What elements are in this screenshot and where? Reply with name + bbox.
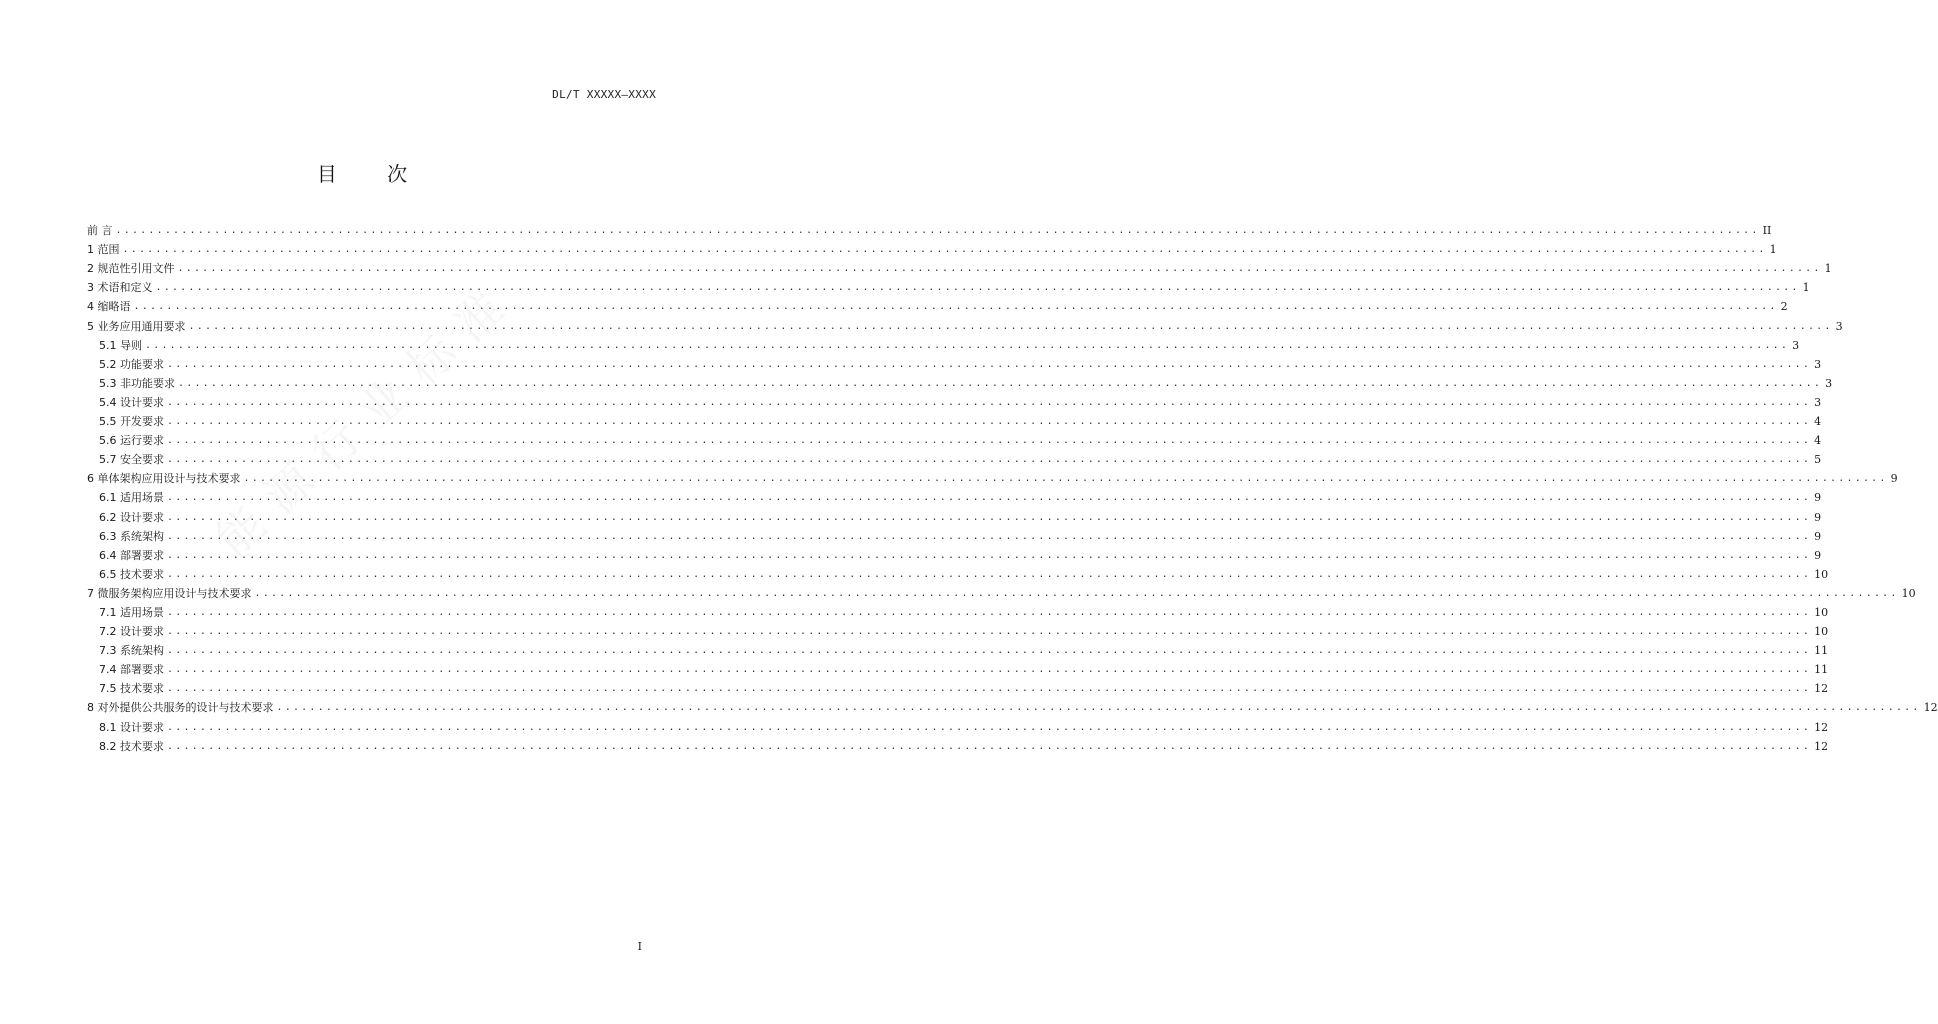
document-code: DL/T XXXXX—XXXX: [552, 88, 656, 101]
toc-entry-label: 5.5 开发要求: [99, 415, 164, 429]
toc-entry[interactable]: [87, 735, 1829, 754]
toc-dot-leader: ........................................................................................................................................................................................................: [276, 702, 1921, 714]
toc-entry-label: 6.3 系统架构: [99, 529, 164, 543]
toc-entry-label: 7.4 部署要求: [99, 663, 164, 677]
toc-entry-page: 2: [1780, 300, 1788, 314]
toc-entry[interactable]: [87, 601, 1829, 620]
toc-entry-page: 3: [1825, 376, 1833, 390]
toc-entry-label: 5.6 运行要求: [99, 434, 164, 448]
toc-entry[interactable]: [87, 715, 1829, 734]
toc-entry-page: 12: [1814, 682, 1829, 696]
toc-dot-leader: ........................................................................................................................................................................................................: [167, 606, 1812, 618]
toc-entry-label: 7.5 技术要求: [99, 682, 164, 696]
toc-entry[interactable]: [87, 620, 1829, 639]
toc-entry[interactable]: [87, 582, 1916, 601]
toc-entry-page: 12: [1923, 701, 1938, 715]
toc-dot-leader: ........................................................................................................................................................................................................: [167, 396, 1812, 408]
toc-entry-page: 11: [1814, 644, 1829, 658]
toc-dot-leader: ........................................................................................................................................................................................................: [243, 473, 1888, 485]
toc-entry[interactable]: [87, 563, 1829, 582]
toc-entry-page: 9: [1890, 472, 1898, 486]
toc-entry-page: 1: [1769, 243, 1777, 257]
toc-dot-leader: ........................................................................................................................................................................................................: [167, 435, 1812, 447]
toc-entry-page: 9: [1814, 510, 1822, 524]
toc-dot-leader: ........................................................................................................................................................................................................: [133, 301, 1778, 313]
toc-entry-label: 5.3 非功能要求: [99, 376, 175, 390]
toc-entry-label: 4 缩略语: [87, 300, 131, 314]
toc-entry-page: 9: [1814, 491, 1822, 505]
toc-dot-leader: ........................................................................................................................................................................................................: [115, 225, 1760, 237]
toc-entry-page: 4: [1814, 415, 1822, 429]
toc-dot-leader: ........................................................................................................................................................................................................: [167, 683, 1812, 695]
toc-entry-page: 9: [1814, 548, 1822, 562]
toc-entry[interactable]: [87, 276, 1810, 295]
toc-dot-leader: ........................................................................................................................................................................................................: [145, 339, 1790, 351]
toc-entry-page: 9: [1814, 529, 1822, 543]
toc-entry-label: 6.5 技术要求: [99, 567, 164, 581]
toc-entry-label: 2 规范性引用文件: [87, 262, 175, 276]
page-number: I: [637, 940, 642, 953]
toc-entry-page: 3: [1814, 395, 1822, 409]
toc-entry-label: 7 微服务架构应用设计与技术要求: [87, 586, 252, 600]
toc-entry-page: 11: [1814, 663, 1829, 677]
toc-entry[interactable]: [87, 238, 1777, 257]
toc-entry-label: 7.1 适用场景: [99, 605, 164, 619]
toc-entry-page: 3: [1814, 357, 1822, 371]
toc-entry[interactable]: [87, 295, 1788, 314]
toc-dot-leader: ........................................................................................................................................................................................................: [254, 587, 1899, 599]
toc-entry[interactable]: [87, 334, 1800, 353]
toc-entry-label: 8.2 技术要求: [99, 739, 164, 753]
toc-entry-label: 5.1 导则: [99, 338, 142, 352]
toc-entry-label: 6 单体架构应用设计与技术要求: [87, 472, 241, 486]
toc-dot-leader: ........................................................................................................................................................................................................: [167, 511, 1812, 523]
toc-dot-leader: ........................................................................................................................................................................................................: [167, 454, 1812, 466]
toc-dot-leader: ........................................................................................................................................................................................................: [167, 721, 1812, 733]
toc-entry-label: 5.4 设计要求: [99, 395, 164, 409]
toc-entry-page: 4: [1814, 434, 1822, 448]
toc-entry[interactable]: [87, 505, 1822, 524]
toc-entry-label: 6.4 部署要求: [99, 548, 164, 562]
toc-entry-label: 8.1 设计要求: [99, 720, 164, 734]
toc-dot-leader: ........................................................................................................................................................................................................: [167, 740, 1812, 752]
toc-entry-label: 5.7 安全要求: [99, 453, 164, 467]
toc-entry-page: 5: [1814, 453, 1822, 467]
toc-entry[interactable]: [87, 486, 1822, 505]
toc-entry-label: 1 范围: [87, 243, 120, 257]
toc-dot-leader: ........................................................................................................................................................................................................: [167, 416, 1812, 428]
toc-entry-page: 10: [1814, 625, 1829, 639]
toc-entry-page: 10: [1814, 567, 1829, 581]
toc-entry[interactable]: [87, 219, 1772, 238]
toc-entry[interactable]: [87, 314, 1843, 333]
toc-entry-label: 7.2 设计要求: [99, 625, 164, 639]
toc-entry-page: 1: [1824, 262, 1832, 276]
toc-entry-label: 3 术语和定义: [87, 281, 153, 295]
toc-entry-label: 前 言: [87, 224, 113, 238]
toc-entry-label: 6.2 设计要求: [99, 510, 164, 524]
toc-entry[interactable]: [87, 677, 1829, 696]
toc-dot-leader: ........................................................................................................................................................................................................: [167, 549, 1812, 561]
toc-entry-label: 8 对外提供公共服务的设计与技术要求: [87, 701, 274, 715]
toc-entry-label: 7.3 系统架构: [99, 644, 164, 658]
toc-entry-page: 3: [1792, 338, 1800, 352]
table-of-contents: [87, 219, 1938, 754]
toc-dot-leader: ........................................................................................................................................................................................................: [188, 320, 1833, 332]
toc-entry-label: 5.2 功能要求: [99, 357, 164, 371]
toc-dot-leader: ........................................................................................................................................................................................................: [167, 626, 1812, 638]
toc-entry-page: 12: [1814, 720, 1829, 734]
toc-entry-page: 12: [1814, 739, 1829, 753]
toc-dot-leader: ........................................................................................................................................................................................................: [177, 263, 1822, 275]
toc-entry[interactable]: [87, 658, 1829, 677]
toc-entry-label: 6.1 适用场景: [99, 491, 164, 505]
toc-entry[interactable]: [87, 696, 1938, 715]
toc-entry-page: 1: [1802, 281, 1810, 295]
toc-entry[interactable]: [87, 639, 1829, 658]
toc-entry[interactable]: [87, 525, 1822, 544]
toc-title: 目 次: [316, 162, 430, 186]
toc-entry-page: 10: [1814, 605, 1829, 619]
toc-dot-leader: ........................................................................................................................................................................................................: [167, 664, 1812, 676]
toc-dot-leader: ........................................................................................................................................................................................................: [167, 568, 1812, 580]
toc-entry-page: II: [1762, 224, 1772, 238]
toc-dot-leader: ........................................................................................................................................................................................................: [167, 492, 1812, 504]
toc-dot-leader: ........................................................................................................................................................................................................: [167, 645, 1812, 657]
toc-dot-leader: ........................................................................................................................................................................................................: [178, 377, 1823, 389]
toc-dot-leader: ........................................................................................................................................................................................................: [167, 358, 1812, 370]
toc-dot-leader: ........................................................................................................................................................................................................: [122, 244, 1767, 256]
toc-dot-leader: ........................................................................................................................................................................................................: [155, 282, 1800, 294]
toc-entry-page: 10: [1901, 586, 1916, 600]
toc-entry-label: 5 业务应用通用要求: [87, 319, 186, 333]
toc-entry[interactable]: [87, 467, 1898, 486]
toc-entry-page: 3: [1835, 319, 1843, 333]
toc-entry[interactable]: [87, 257, 1832, 276]
toc-dot-leader: ........................................................................................................................................................................................................: [167, 530, 1812, 542]
toc-entry[interactable]: [87, 544, 1822, 563]
